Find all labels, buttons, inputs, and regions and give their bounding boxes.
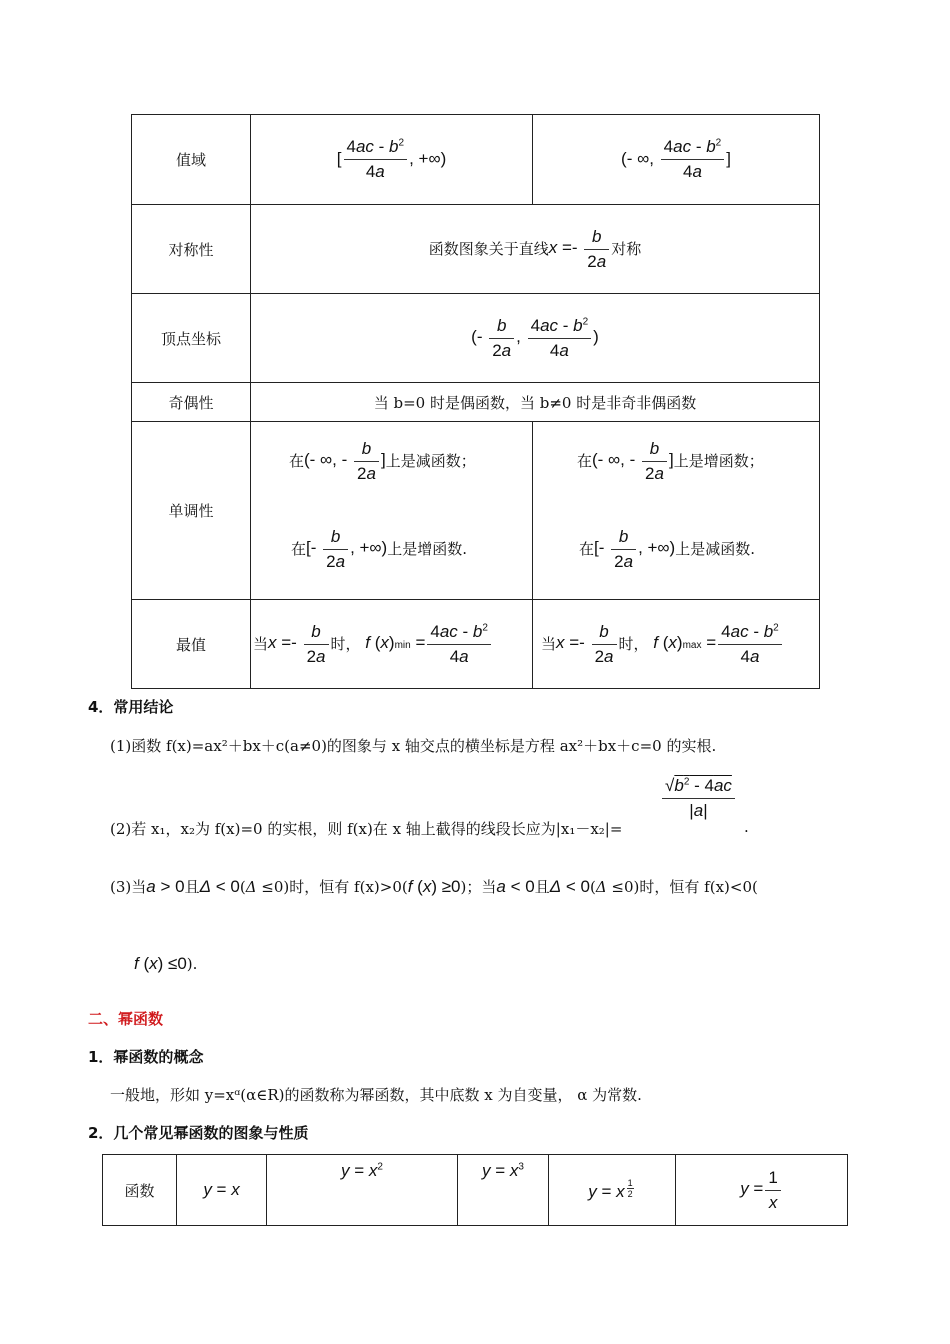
item3-b: 且 bbox=[184, 878, 200, 896]
section4-item3: (3)当a > 0且Δ < 0(Δ ≤0)时，恒有 f(x)>0(f (x) ≥0)；当a < 0且Δ < 0(Δ ≤0)时，恒有 f(x)<0( bbox=[110, 877, 758, 896]
row-label-parity: 奇偶性 bbox=[132, 383, 251, 422]
symmetry-formula: x =- $\frac{b}{2a}$ bbox=[549, 238, 611, 257]
item3-cond3: a < 0 bbox=[496, 877, 535, 896]
item2-period: . bbox=[744, 818, 749, 836]
row-label-monotonic: 单调性 bbox=[132, 422, 251, 600]
section2-sub1: 1．幂函数的概念 bbox=[88, 1048, 204, 1066]
mono-right-suffix1: 上是增函数； bbox=[673, 451, 764, 470]
mono-left-line2 bbox=[291, 527, 467, 572]
item3-a: (3)当 bbox=[110, 878, 147, 896]
row-label-symmetry: 对称性 bbox=[132, 205, 251, 294]
power-functions-table bbox=[102, 1154, 848, 1226]
mono-left-interval2: [- $\frac{b}{2a}$ , +∞) bbox=[306, 526, 388, 571]
max-sub: max bbox=[682, 640, 702, 652]
extreme-right-f: f (x)max = $\frac{4ac - b^2}{4a}$ bbox=[653, 633, 783, 652]
min-sub: min bbox=[394, 640, 411, 652]
symmetry-text-before: 函数图象关于直线 bbox=[428, 239, 549, 258]
mono-right-line1 bbox=[577, 439, 764, 484]
mono-at: 在 bbox=[577, 451, 593, 470]
item3-ineq2: f (x) ≤0 bbox=[134, 954, 187, 973]
power-fn-3: $y = x^3$ bbox=[458, 1155, 549, 1226]
extreme-time: 时， bbox=[330, 634, 361, 653]
range-left bbox=[251, 115, 533, 205]
extreme-right-x: x =- $\frac{b}{2a}$ bbox=[556, 633, 618, 652]
row-symmetry bbox=[132, 205, 820, 294]
section4-item1: (1)函数 f(x)=ax²＋bx＋c(a≠0)的图象与 x 轴交点的横坐标是方程 ax²＋bx＋c=0 的实根. bbox=[110, 737, 717, 755]
row-parity bbox=[132, 383, 820, 422]
power-fn-5: y = $\frac{1}{x}$ bbox=[676, 1155, 848, 1226]
mono-right-suffix2: 上是减函数. bbox=[675, 539, 755, 558]
row-label-range: 值域 bbox=[132, 115, 251, 205]
row-monotonic bbox=[132, 422, 820, 600]
section4-item2-text: (2)若 x₁，x₂为 f(x)=0 的实根，则 f(x)在 x 轴上截得的线段长应为|x₁－x₂|= bbox=[110, 820, 623, 838]
extreme-left-f: f (x)min = $\frac{4ac - b^2}{4a}$ bbox=[365, 633, 493, 652]
mono-left-suffix2: 上是增函数. bbox=[387, 539, 467, 558]
symmetry-cell bbox=[251, 205, 820, 294]
power-fn-2: $y = x^2$ bbox=[267, 1155, 458, 1226]
section4-item3-tail bbox=[134, 954, 197, 974]
power-fn-4: y = x $^{\frac{1}{2}}$ bbox=[549, 1155, 676, 1226]
extreme-right bbox=[533, 600, 820, 689]
section4-item2-formula: $\frac{√b^2 - 4ac}{|a|}$ bbox=[660, 776, 737, 821]
vertex-formula: (- $\frac{b}{2a}$ , $\frac{4ac - b^2}{4a}$ ) bbox=[471, 315, 599, 360]
section2-heading: 二、幂函数 bbox=[88, 1010, 164, 1028]
item3-cond4: Δ < 0 bbox=[549, 877, 590, 896]
mono-left-suffix1: 上是减函数； bbox=[385, 451, 476, 470]
vertex-cell bbox=[251, 294, 820, 383]
power-row-label: 函数 bbox=[103, 1155, 177, 1226]
mono-right-interval2: [- $\frac{b}{2a}$ , +∞) bbox=[594, 526, 676, 571]
row-label-vertex: 顶点坐标 bbox=[132, 294, 251, 383]
item3-cond2: Δ < 0 bbox=[199, 877, 240, 896]
power-fn-1: y = x bbox=[177, 1155, 267, 1226]
mono-at: 在 bbox=[289, 451, 305, 470]
item3-e: 时，恒有 f(x)<0( bbox=[639, 878, 758, 896]
monotonic-right bbox=[533, 422, 820, 600]
mono-right-interval1: (- ∞, - $\frac{b}{2a}$ ] bbox=[592, 438, 674, 483]
item3-ineq1: f (x) ≥0 bbox=[407, 877, 461, 896]
extreme-when: 当 bbox=[253, 634, 269, 653]
symmetry-text-after: 对称 bbox=[611, 239, 642, 258]
extreme-left-x: x =- $\frac{b}{2a}$ bbox=[268, 633, 330, 652]
mono-left-interval1: (- ∞, - $\frac{b}{2a}$ ] bbox=[304, 438, 386, 483]
item3-b2: 且 bbox=[534, 878, 550, 896]
parity-text: 当 b=0 时是偶函数，当 b≠0 时是非奇非偶函数 bbox=[251, 383, 820, 422]
range-right-formula: (- ∞, $\frac{4ac - b^2}{4a}$ ] bbox=[621, 137, 731, 181]
row-label-extreme: 最值 bbox=[132, 600, 251, 689]
range-right bbox=[533, 115, 820, 205]
item3-cond1: a > 0 bbox=[146, 877, 185, 896]
extreme-when: 当 bbox=[541, 634, 557, 653]
mono-right-line2 bbox=[579, 527, 755, 572]
extreme-time: 时， bbox=[618, 634, 649, 653]
item3-tail: ). bbox=[186, 955, 198, 973]
mono-at: 在 bbox=[579, 539, 595, 558]
row-vertex bbox=[132, 294, 820, 383]
extreme-left bbox=[251, 600, 533, 689]
row-range bbox=[132, 115, 820, 205]
item3-d: )；当 bbox=[460, 878, 497, 896]
item3-c: 时，恒有 f(x)>0( bbox=[289, 878, 408, 896]
mono-at: 在 bbox=[291, 539, 307, 558]
section2-sub2: 2．几个常见幂函数的图象与性质 bbox=[88, 1124, 309, 1142]
range-left-formula: [ $\frac{4ac - b^2}{4a}$ , +∞) bbox=[336, 137, 447, 181]
power-functions-row bbox=[103, 1155, 848, 1226]
section2-sub1-text: 一般地，形如 y=xᵅ(α∈R)的函数称为幂函数，其中底数 x 为自变量， α 为常数. bbox=[110, 1086, 642, 1104]
section4-heading: 4．常用结论 bbox=[88, 698, 174, 716]
monotonic-left bbox=[251, 422, 533, 600]
quadratic-properties-table bbox=[131, 114, 820, 689]
mono-left-line1 bbox=[289, 439, 476, 484]
row-extreme bbox=[132, 600, 820, 689]
